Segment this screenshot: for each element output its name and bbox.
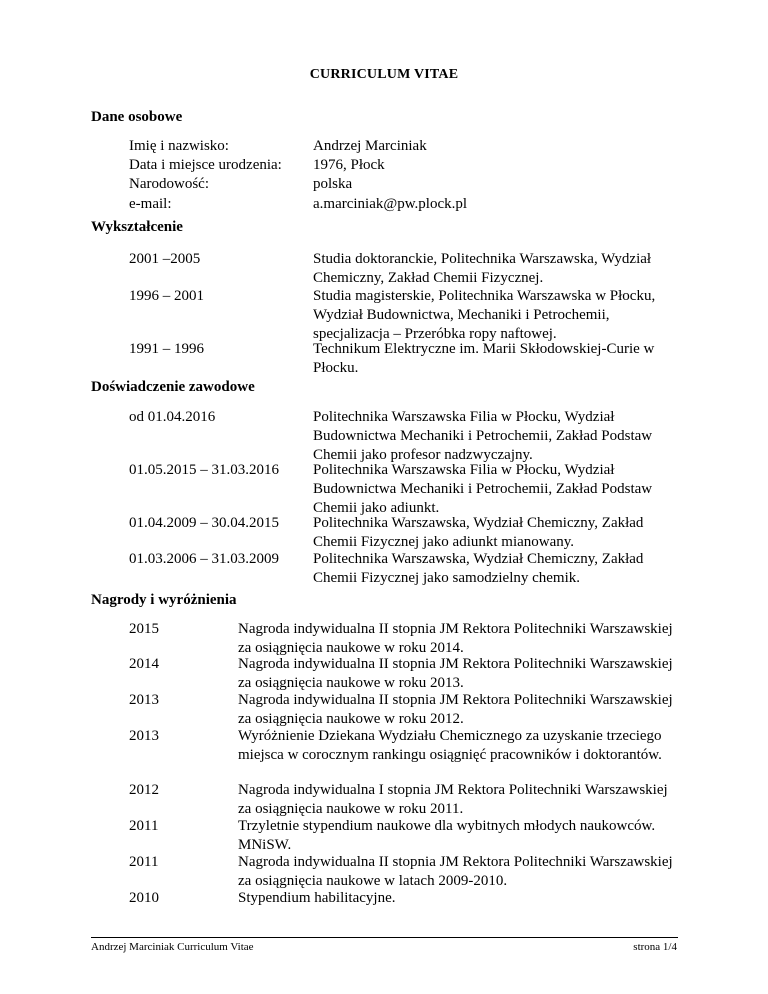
section-heading-experience: Doświadczenie zawodowe <box>91 379 255 395</box>
education-text: Studia doktoranckie, Politechnika Warszawska, Wydział Chemiczny, Zakład Chemii Fizycznej. <box>313 251 652 286</box>
experience-period: od 01.04.2016 <box>129 409 216 425</box>
personal-value: Andrzej Marciniak <box>313 138 427 154</box>
award-year: 2014 <box>129 656 159 672</box>
award-text: Trzyletnie stypendium naukowe dla wybitnych młodych naukowców. MNiSW. <box>238 818 656 853</box>
personal-value: 1976, Płock <box>313 157 385 173</box>
award-year: 2012 <box>129 782 159 798</box>
footer-page-number: strona 1/4 <box>633 941 677 953</box>
experience-text: Politechnika Warszawska Filia w Płocku, Wydział Budownictwa Mechaniki i Petrochemii, Zakład Podstaw Chemii jako profesor nadzwyczajny. <box>313 409 653 463</box>
email-value: a.marciniak@pw.plock.pl <box>313 196 468 212</box>
section-heading-awards: Nagrody i wyróżnienia <box>91 592 237 608</box>
experience-period: 01.05.2015 – 31.03.2016 <box>129 462 279 478</box>
personal-label: Narodowość: <box>129 176 209 192</box>
section-heading-education: Wykształcenie <box>91 219 183 235</box>
award-text: Nagroda indywidualna I stopnia JM Rektora Politechniki Warszawskiej za osiągnięcia naukowe w roku 2011. <box>238 782 668 817</box>
experience-text: Politechnika Warszawska, Wydział Chemiczny, Zakład Chemii Fizycznej jako samodzielny chemik. <box>313 551 644 586</box>
education-period: 1996 – 2001 <box>129 288 204 304</box>
personal-label: e-mail: <box>129 196 172 212</box>
education-text: Studia magisterskie, Politechnika Warszawska w Płocku, Wydział Budownictwa, Mechaniki i Petrochemii, specjalizacja – Przeróbka ropy naftowej. <box>313 288 656 342</box>
footer-divider <box>91 937 678 938</box>
award-year: 2013 <box>129 692 159 708</box>
personal-value: polska <box>313 176 353 192</box>
award-year: 2010 <box>129 890 159 906</box>
award-text: Nagroda indywidualna II stopnia JM Rektora Politechniki Warszawskiej za osiągnięcia naukowe w roku 2014. <box>238 621 673 656</box>
footer-author: Andrzej Marciniak Curriculum Vitae <box>91 941 254 953</box>
award-text: Wyróżnienie Dziekana Wydziału Chemicznego za uzyskanie trzeciego miejsca w corocznym rankingu osiągnięć pracowników i doktorantów. <box>238 728 662 763</box>
award-year: 2015 <box>129 621 159 637</box>
award-text: Nagroda indywidualna II stopnia JM Rektora Politechniki Warszawskiej za osiągnięcia naukowe w roku 2013. <box>238 656 673 691</box>
award-text: Nagroda indywidualna II stopnia JM Rektora Politechniki Warszawskiej za osiągnięcia naukowe w roku 2012. <box>238 692 673 727</box>
education-period: 1991 – 1996 <box>129 341 204 357</box>
personal-label: Imię i nazwisko: <box>129 138 229 154</box>
award-text: Nagroda indywidualna II stopnia JM Rektora Politechniki Warszawskiej za osiągnięcia naukowe w latach 2009-2010. <box>238 854 673 889</box>
award-year: 2013 <box>129 728 159 744</box>
personal-label: Data i miejsce urodzenia: <box>129 157 282 173</box>
award-text: Stypendium habilitacyjne. <box>238 890 396 906</box>
education-text: Technikum Elektryczne im. Marii Skłodowskiej-Curie w Płocku. <box>313 341 655 376</box>
award-year: 2011 <box>129 818 159 834</box>
experience-period: 01.03.2006 – 31.03.2009 <box>129 551 279 567</box>
experience-text: Politechnika Warszawska, Wydział Chemiczny, Zakład Chemii Fizycznej jako adiunkt mianowany. <box>313 515 644 550</box>
education-period: 2001 –2005 <box>129 251 201 267</box>
award-year: 2011 <box>129 854 159 870</box>
document-title: CURRICULUM VITAE <box>309 67 459 82</box>
section-heading-personal: Dane osobowe <box>91 109 183 125</box>
experience-period: 01.04.2009 – 30.04.2015 <box>129 515 279 531</box>
experience-text: Politechnika Warszawska Filia w Płocku, Wydział Budownictwa Mechaniki i Petrochemii, Zakład Podstaw Chemii jako adiunkt. <box>313 462 653 516</box>
